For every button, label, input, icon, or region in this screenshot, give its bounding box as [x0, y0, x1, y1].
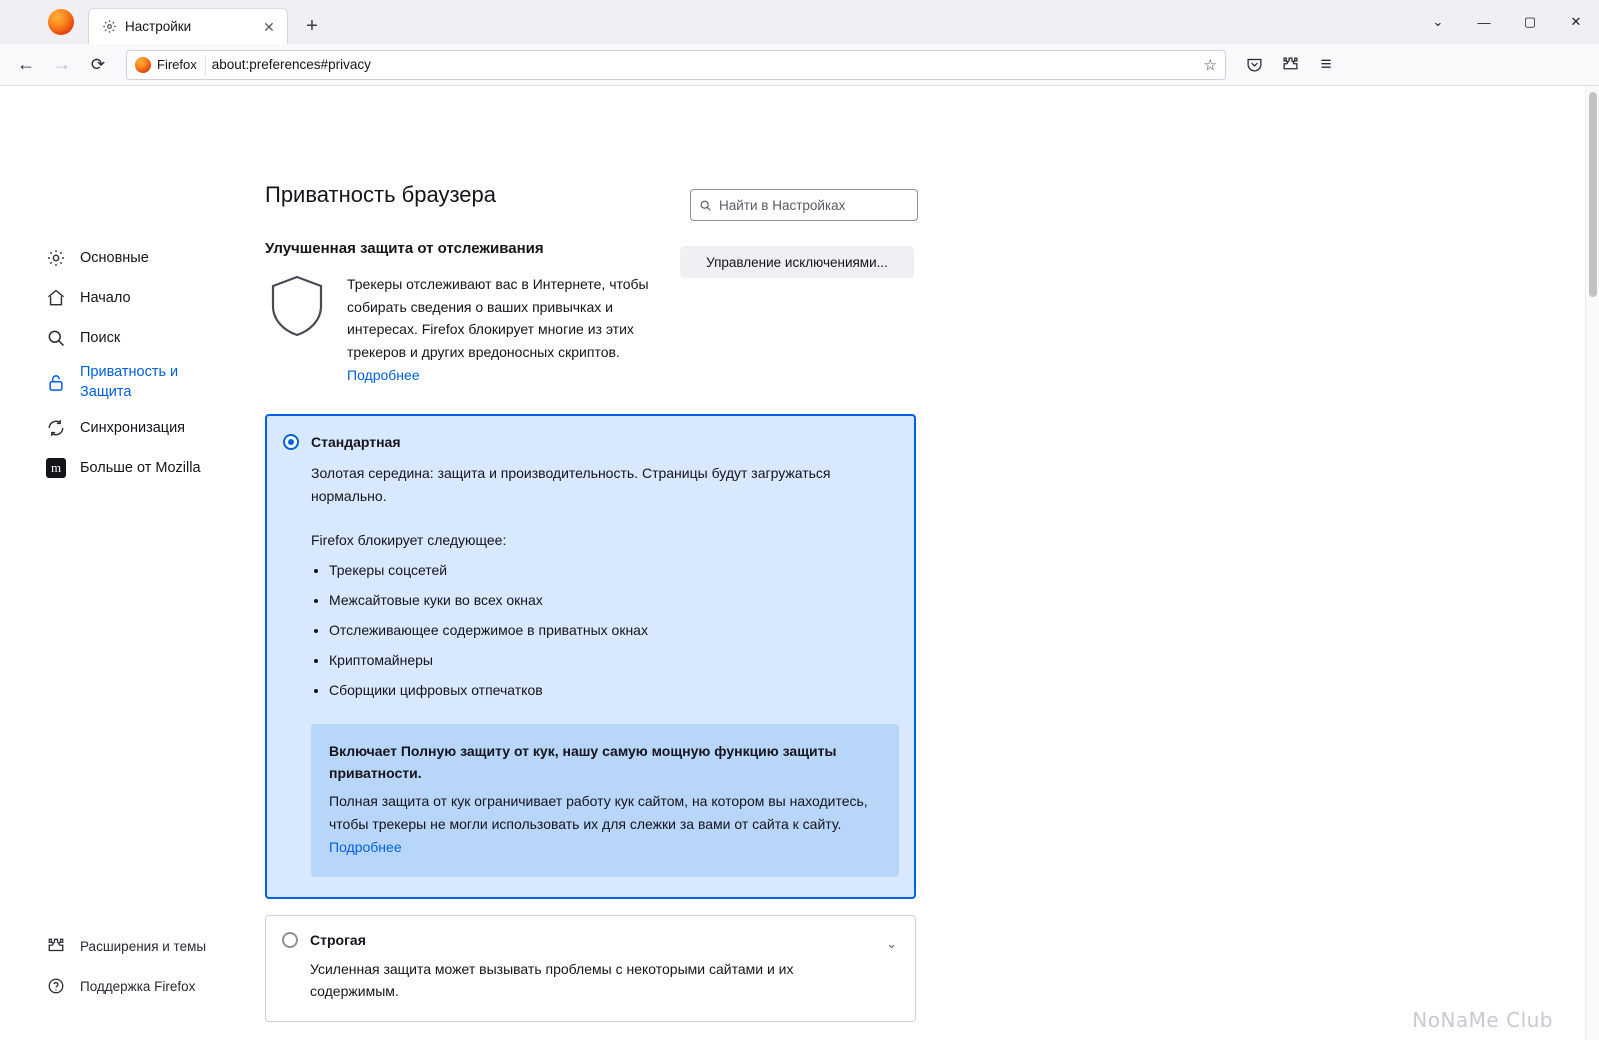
- identity-label: Firefox: [157, 57, 197, 72]
- sidebar-item-label: Приватность и Защита: [80, 364, 179, 400]
- tab-title: Настройки: [125, 19, 192, 34]
- extensions-icon[interactable]: [1274, 49, 1306, 81]
- search-placeholder: Найти в Настройках: [719, 197, 846, 213]
- list-item: • Отслеживающее содержимое в приватных окнах: [329, 622, 892, 638]
- sidebar-item-label: Основные: [80, 250, 149, 266]
- shield-icon: [267, 273, 327, 339]
- note-body-text: Полная защита от кук ограничивает работу кук сайтом, на котором вы находитесь, чтобы трекеры не могли использовать их для слежки за вами от сайта к сайту.: [329, 793, 868, 833]
- page-title: Приватность браузера: [265, 182, 497, 207]
- sidebar-item-label: Больше от Mozilla: [80, 460, 201, 476]
- search-input[interactable]: [690, 189, 918, 221]
- sidebar-item-label: Поиск: [80, 330, 121, 346]
- sidebar-item-sync[interactable]: [0, 410, 265, 446]
- tab-settings[interactable]: [88, 8, 288, 44]
- sidebar-item-extensions-themes[interactable]: [0, 928, 265, 964]
- radio-standard[interactable]: [283, 434, 299, 450]
- standard-body: [283, 462, 892, 876]
- titlebar: [0, 0, 1599, 44]
- radio-strict[interactable]: [282, 932, 298, 948]
- sidebar-item-home[interactable]: [0, 280, 265, 316]
- list-item: • Криптомайнеры: [329, 652, 892, 668]
- sync-icon: [46, 418, 66, 438]
- watermark: NoNaMe Club: [1412, 1008, 1553, 1032]
- sidebar-item-firefox-support[interactable]: [0, 968, 265, 1004]
- list-all-tabs-button[interactable]: ⌄: [1432, 14, 1444, 29]
- preferences-main: [265, 86, 1599, 1040]
- etp-learn-more-link[interactable]: Подробнее: [347, 366, 420, 383]
- chevron-down-icon[interactable]: ⌄: [886, 935, 897, 951]
- sidebar-item-general[interactable]: [0, 240, 265, 276]
- home-icon: [46, 288, 66, 308]
- window-controls: [1415, 0, 1599, 44]
- navigation-toolbar: [0, 44, 1599, 86]
- reload-icon[interactable]: ⟳: [90, 54, 106, 74]
- window-close-button[interactable]: ✕: [1570, 14, 1582, 29]
- sidebar-item-privacy[interactable]: [0, 360, 265, 406]
- pocket-icon[interactable]: [1238, 49, 1270, 81]
- list-item: • Межсайтовые куки во всех окнах: [329, 592, 892, 608]
- sidebar-item-search[interactable]: [0, 320, 265, 356]
- standard-label: Стандартная: [311, 434, 401, 451]
- privacy-content: [265, 182, 920, 1022]
- page-scrollbar[interactable]: [1585, 86, 1599, 1040]
- firefox-brand-icon: [135, 57, 151, 73]
- sidebar-item-label: Синхронизация: [80, 420, 186, 436]
- total-cookie-protection-note: [311, 724, 899, 877]
- section-title-etp: Улучшенная защита от отслеживания: [265, 240, 544, 257]
- strict-radio-row[interactable]: [282, 932, 897, 948]
- manage-exceptions-button[interactable]: Управление исключениями...: [680, 246, 914, 278]
- etp-option-strict[interactable]: [265, 915, 916, 1022]
- sidebar-item-label: Начало: [80, 290, 131, 306]
- question-icon: [46, 976, 66, 996]
- firefox-logo-icon: [48, 9, 74, 35]
- standard-blocks-list: [311, 562, 892, 698]
- strict-body: [282, 958, 897, 1003]
- gear-icon: [101, 19, 117, 35]
- search-icon: [46, 328, 66, 348]
- bookmark-star-icon[interactable]: ☆: [1203, 56, 1217, 74]
- list-item: • Сборщики цифровых отпечатков: [329, 682, 892, 698]
- sidebar-item-label: Расширения и темы: [80, 938, 207, 954]
- lock-icon: [46, 373, 66, 393]
- url-bar[interactable]: [126, 50, 1226, 80]
- strict-description: Усиленная защита может вызывать проблемы с некоторыми сайтами и их содержимым.: [310, 960, 794, 1000]
- etp-description: [347, 273, 672, 386]
- app-menu-icon[interactable]: ≡: [1320, 53, 1332, 75]
- preferences-sidebar: [0, 86, 265, 1040]
- url-text[interactable]: about:preferences#privacy: [211, 57, 371, 72]
- search-icon: [699, 199, 712, 212]
- search-settings-wrap: [690, 189, 918, 221]
- note-body: [329, 790, 881, 858]
- sidebar-bottom-links: [0, 924, 265, 1008]
- etp-option-standard[interactable]: [265, 414, 916, 898]
- strict-label: Строгая: [310, 931, 366, 948]
- standard-radio-row[interactable]: [283, 434, 892, 450]
- minimize-button[interactable]: —: [1477, 14, 1491, 30]
- identity-box[interactable]: [135, 55, 206, 75]
- back-icon[interactable]: ←: [17, 54, 35, 74]
- maximize-button[interactable]: ▢: [1523, 14, 1537, 29]
- close-icon[interactable]: ✕: [263, 18, 275, 35]
- tabstrip: [88, 0, 328, 44]
- etp-intro-row: [265, 273, 920, 386]
- sidebar-item-more-from-mozilla[interactable]: [0, 450, 265, 486]
- preferences-page: [0, 86, 1599, 1040]
- mozilla-icon: m: [46, 458, 66, 478]
- note-strong-text: Включает Полную защиту от кук, нашу самую мощную функцию защиты приватности.: [329, 742, 837, 782]
- list-item: • Трекеры соцсетей: [329, 562, 892, 578]
- gear-icon: [46, 248, 66, 268]
- note-learn-more-link[interactable]: Подробнее: [329, 838, 402, 855]
- puzzle-icon: [46, 936, 66, 956]
- sidebar-item-label: Поддержка Firefox: [80, 978, 196, 994]
- standard-blocks-label: Firefox блокирует следующее:: [311, 531, 507, 548]
- forward-icon[interactable]: →: [53, 54, 71, 74]
- new-tab-button[interactable]: +: [306, 14, 318, 37]
- etp-description-text: Трекеры отслеживают вас в Интернете, чтобы собирать сведения о ваших привычках и интересах. Firefox блокирует многие из этих трекеров и других вредоносных скриптов.: [347, 276, 649, 361]
- standard-description: Золотая середина: защита и производительность. Страницы будут загружаться нормально.: [311, 465, 831, 505]
- scrollbar-thumb[interactable]: [1589, 92, 1597, 297]
